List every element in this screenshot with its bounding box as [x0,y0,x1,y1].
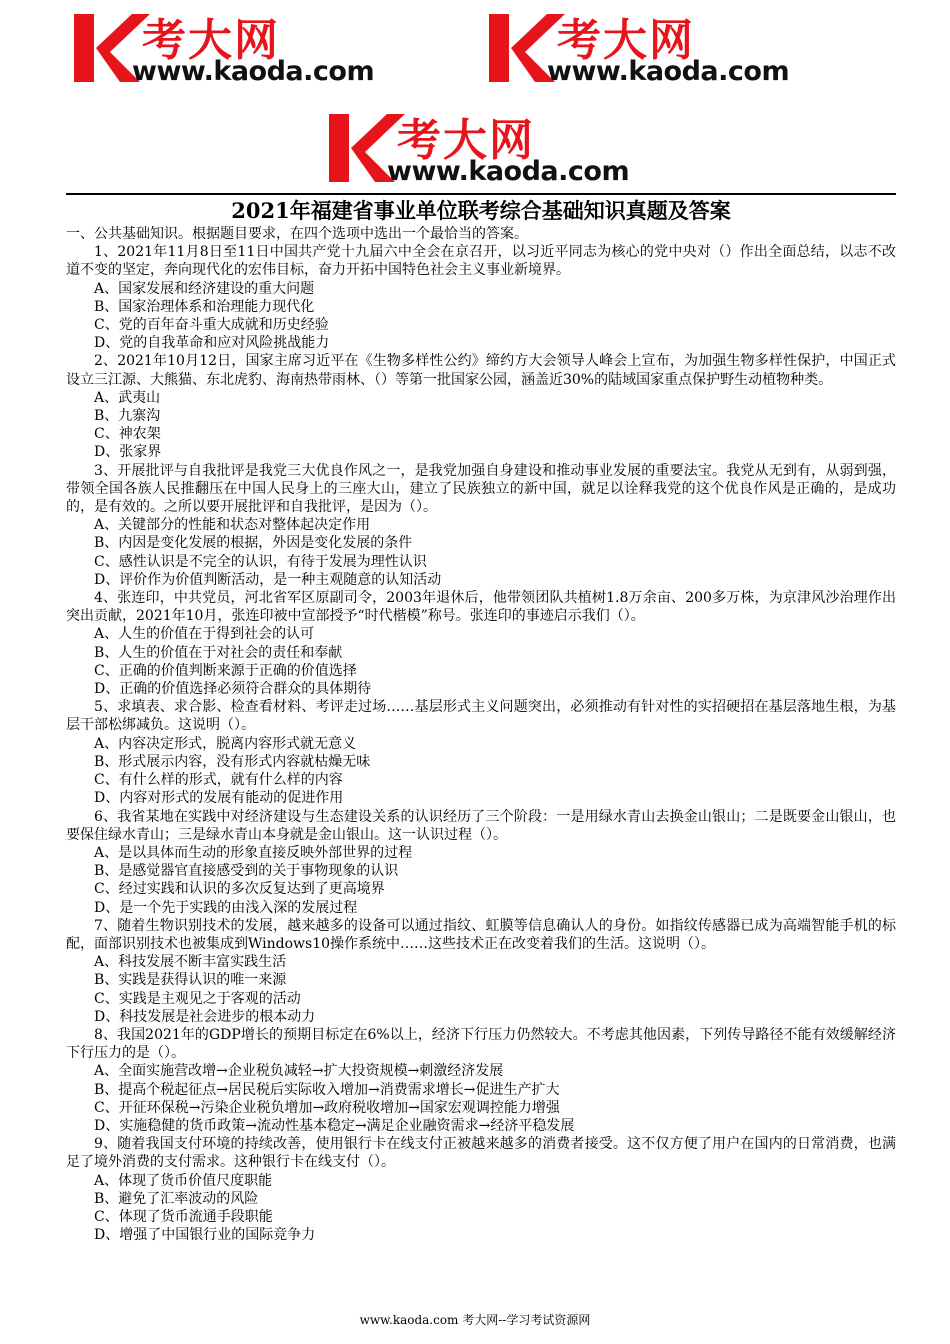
question-stem: 5、求填表、求合影、检查看材料、考评走过场……基层形式主义问题突出，必须推动有针对性的实招硬招在基层落地生根，为基层干部松绑减负。这说明（）。 [66,699,896,734]
kaoda-logo[interactable] [325,108,725,188]
logo-brand: 考大网 [397,115,535,166]
document-body [66,197,896,1244]
answer-option: C、经过实践和认识的多次反复达到了更高境界 [94,881,385,898]
answer-option: D、党的自我革命和应对风险挑战能力 [94,335,330,352]
answer-option: B、避免了汇率波动的风险 [94,1190,259,1207]
logo-url: www.kaoda.com [547,56,790,87]
answer-option: A、科技发展不断丰富实践生活 [94,954,287,971]
answer-option: B、九寨沟 [94,408,161,425]
question-item [66,352,896,461]
answer-option: D、评价作为价值判断活动，是一种主观随意的认知活动 [94,571,442,588]
answer-option: B、提高个税起征点→居民税后实际收入增加→消费需求增长→促进生产扩大 [94,1081,560,1098]
question-stem: 1、2021年11月8日至11日中国共产党十九届六中全会在京召开，以习近平同志为核心的党中央对（）作出全面总结，以志不改道不变的坚定，奔向现代化的宏伟目标，奋力开拓中国特色社会主义事业新境界。 [66,244,896,279]
logo-brand: 考大网 [142,15,280,66]
question-item [66,917,896,1026]
answer-option: D、增强了中国银行业的国际竞争力 [94,1227,316,1244]
answer-option: B、形式展示内容，没有形式内容就枯燥无味 [94,753,371,770]
answer-option: C、实践是主观见之于客观的活动 [94,990,301,1007]
answer-option: A、全面实施营改增→企业税负减轻→扩大投资规模→刺激经济发展 [94,1063,504,1080]
question-list [66,243,896,1244]
answer-option: C、党的百年奋斗重大成就和历史经验 [94,317,329,334]
question-item [66,589,896,698]
question-stem: 8、我国2021年的GDP增长的预期目标定在6%以上，经济下行压力仍然较大。不考虑其他因素，下列传导路径不能有效缓解经济下行压力的是（）。 [66,1026,896,1062]
answer-option: B、是感觉器官直接感受到的关于事物现象的认识 [94,863,399,880]
question-stem: 2、2021年10月12日，国家主席习近平在《生物多样性公约》缔约方大会领导人峰会上宣布，为加强生物多样性保护，中国正式设立三江源、大熊猫、东北虎豹、海南热带雨林、（）等第一批国家公园，涵盖近30%的陆域国家重点保护野生动植物种类。 [66,353,896,388]
answer-option: A、人生的价值在于得到社会的认可 [94,626,315,643]
answer-option: D、是一个先于实践的由浅入深的发展过程 [94,899,358,916]
logo-url: www.kaoda.com [132,56,375,87]
answer-option: B、国家治理体系和治理能力现代化 [94,298,315,315]
answer-option: C、体现了货币流通手段职能 [94,1208,273,1225]
answer-option: C、有什么样的形式，就有什么样的内容 [94,772,343,789]
header-divider [66,193,896,195]
page-title: 2021年福建省事业单位联考综合基础知识真题及答案 [231,198,731,223]
answer-option: C、神农架 [94,426,161,443]
answer-option: D、实施稳健的货币政策→流动性基本稳定→满足企业融资需求→经济平稳发展 [94,1117,575,1134]
page-footer: www.kaoda.com 考大网--学习考试资源网 [359,1313,591,1327]
logo-brand: 考大网 [557,15,695,66]
answer-option: D、科技发展是社会进步的根本动力 [94,1008,316,1025]
question-stem: 7、随着生物识别技术的发展，越来越多的设备可以通过指纹、虹膜等信息确认人的身份。如指纹传感器已成为高端智能手机的标配，面部识别技术也被集成到Windows10操作系统中……这些技术正在改变着我们的生活。这说明（）。 [66,917,896,952]
question-item [66,1026,896,1135]
question-item [66,808,896,917]
question-item [66,1135,896,1244]
question-stem: 3、开展批评与自我批评是我党三大优良作风之一，是我党加强自身建设和推动事业发展的重要法宝。我党从无到有，从弱到强，带领全国各族人民推翻压在中国人民身上的三座大山，建立了民族独立的新中国，就足以诠释我党的这个优良作风是正确的，是成功的，是有效的。之所以要开展批评和自我批评，是因为（）。 [66,462,896,516]
answer-option: C、正确的价值判断来源于正确的价值选择 [94,662,357,679]
question-item [66,243,896,352]
answer-option: D、张家界 [94,444,162,461]
question-item [66,462,896,589]
answer-option: D、内容对形式的发展有能动的促进作用 [94,790,344,807]
logo-url: www.kaoda.com [387,156,630,187]
answer-option: B、实践是获得认识的唯一来源 [94,972,287,989]
kaoda-logo[interactable] [70,8,470,88]
answer-option: A、关键部分的性能和状态对整体起决定作用 [94,517,371,534]
answer-option: A、内容决定形式，脱离内容形式就无意义 [94,735,357,752]
answer-option: A、国家发展和经济建设的重大问题 [94,280,315,297]
answer-option: A、武夷山 [94,389,161,406]
section-intro: 一、公共基础知识。根据题目要求，在四个选项中选出一个最恰当的答案。 [66,226,528,242]
question-stem: 9、随着我国支付环境的持续改善，使用银行卡在线支付正被越来越多的消费者接受。这不仅方便了用户在国内的日常消费，也满足了境外消费的支付需求。这种银行卡在线支付（）。 [66,1136,896,1171]
answer-option: B、内因是变化发展的根据，外因是变化发展的条件 [94,535,413,552]
question-stem: 4、张连印，中共党员，河北省军区原副司令，2003年退休后，他带领团队共植树1.8万余亩、200多万株，为京津风沙治理作出突出贡献，2021年10月，张连印被中宣部授予“时代楷模”称号。张连印的事迹启示我们（）。 [66,590,896,625]
answer-option: D、正确的价值选择必须符合群众的具体期待 [94,681,372,698]
answer-option: B、人生的价值在于对社会的责任和奉献 [94,644,343,661]
question-item [66,698,896,807]
answer-option: C、感性认识是不完全的认识，有待于发展为理性认识 [94,553,427,570]
question-stem: 6、我省某地在实践中对经济建设与生态建设关系的认识经历了三个阶段：一是用绿水青山去换金山银山；二是既要金山银山，也要保住绿水青山；三是绿水青山本身就是金山银山。这一认识过程（）。 [66,808,896,843]
answer-option: C、开征环保税→污染企业税负增加→政府税收增加→国家宏观调控能力增强 [94,1099,560,1116]
answer-option: A、是以具体而生动的形象直接反映外部世界的过程 [94,844,413,861]
answer-option: A、体现了货币价值尺度职能 [94,1172,273,1189]
kaoda-logo[interactable] [485,8,885,88]
